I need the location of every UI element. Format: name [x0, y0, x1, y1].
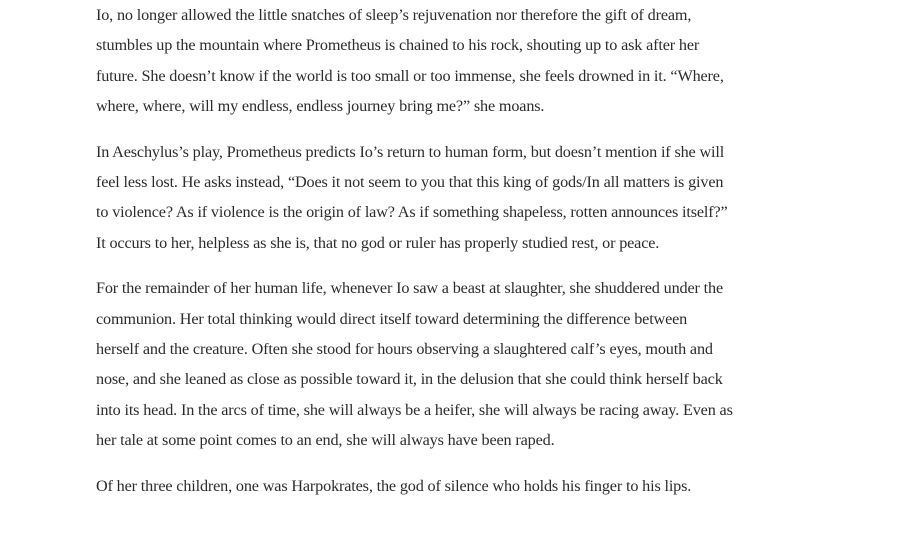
article-body: [96, 0, 796, 501]
text-line: In Aeschylus’s play, Prometheus predicts Io’s return to human form, but doesn’t mention if she will: [96, 142, 725, 161]
text-line: Of her three children, one was Harpokrates, the god of silence who holds his finger to his lips.: [96, 476, 692, 495]
text-line: stumbles up the mountain where Prometheus is chained to his rock, shouting up to ask after her: [96, 36, 700, 55]
text-line: It occurs to her, helpless as she is, that no god or ruler has properly studied rest, or peace.: [96, 233, 660, 252]
text-line: For the remainder of her human life, whenever Io saw a beast at slaughter, she shuddered under the: [96, 279, 723, 298]
paragraph-1: [96, 0, 796, 122]
text-line: future. She doesn’t know if the world is too small or too immense, she feels drowned in it. “Where,: [96, 66, 724, 85]
paragraph-2: [96, 137, 796, 259]
text-line: herself and the creature. Often she stood for hours observing a slaughtered calf’s eyes, mouth and: [96, 340, 713, 359]
text-line: to violence? As if violence is the origin of law? As if something shapeless, rotten announces itself?”: [96, 203, 728, 222]
paragraph-3: [96, 273, 796, 455]
text-line: feel less lost. He asks instead, “Does it not seem to you that this king of gods/In all matters is given: [96, 173, 724, 192]
text-line: Io, no longer allowed the little snatches of sleep’s rejuvenation nor therefore the gift of dream,: [96, 6, 692, 24]
text-line: communion. Her total thinking would direct itself toward determining the difference between: [96, 309, 688, 328]
text-line: where, where, will my endless, endless journey bring me?” she moans.: [96, 97, 545, 116]
text-line: into its head. In the arcs of time, she will always be a heifer, she will always be racing away. Even as: [96, 400, 733, 419]
paragraph-4: [96, 471, 796, 501]
text-line: nose, and she leaned as close as possible toward it, in the delusion that she could think herself back: [96, 370, 723, 389]
text-line: her tale at some point comes to an end, she will always have been raped.: [96, 431, 555, 450]
